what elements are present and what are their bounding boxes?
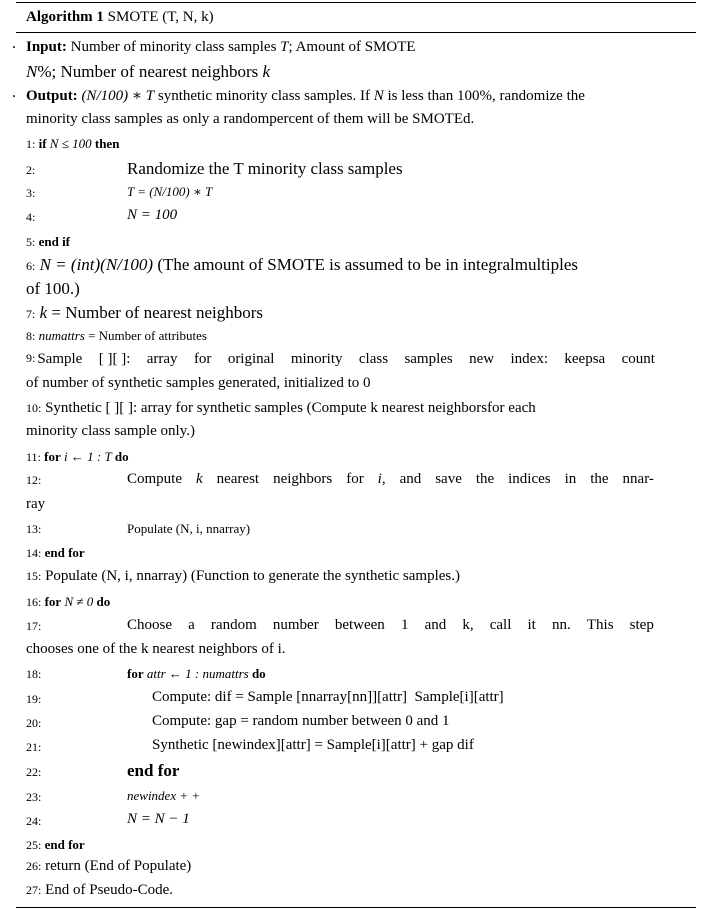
step-10-cont: minority class sample only.) [26,423,195,439]
step-6: 6: N = (int)(N/100) (The amount of SMOTE is assumed to be in integralmultiples [26,255,578,274]
step-21-num: 21: [26,740,42,754]
step-8: 8: numattrs = Number of attributes [26,328,207,343]
step-27: 27: End of Pseudo-Code. [26,882,173,898]
step-4: N = 100 [127,207,178,223]
step-2-num: 2: [26,163,36,177]
step-17-cont: chooses one of the k nearest neighbors of i. [26,641,286,657]
step-3-num: 3: [26,186,36,200]
step-26: 26: return (End of Populate) [26,858,192,874]
top-rule [16,2,696,3]
step-10: 10: Synthetic [ ][ ]: array for synthetic samples (Compute k nearest neighborsfor each [26,400,536,416]
step-13: Populate (N, i, nnarray) [127,521,251,536]
header-rule [16,32,696,33]
step-14: 14: end for [26,545,85,560]
algorithm-header [26,10,214,25]
step-6-cont: of 100.) [26,279,80,298]
step-19-num: 19: [26,692,42,706]
step-22: end for [127,761,180,780]
step-13-num: 13: [26,522,42,536]
step-12: Compute k nearest neighbors for i, and save the indices in the nnar- [127,471,654,487]
output-line-1: Output: (N/100) ∗ T synthetic minority class samples. If N is less than 100%, randomize the [26,88,585,104]
step-3: T = (N/100) ∗ T [127,184,213,199]
step-19: Compute: dif = Sample [nnarray[nn]][attr] Sample[i][attr] [152,689,504,705]
step-11: 11: for i ← 1 : T do [26,449,129,464]
input-label: Input: [26,39,67,55]
step-23-num: 23: [26,790,42,804]
step-23: newindex + + [127,788,201,803]
step-5: 5: end if [26,234,71,249]
step-9: 9: Sample [ ][ ]: array for original minority class samples new index: keepsa count [26,351,655,367]
step-12-num: 12: [26,473,42,487]
step-20-num: 20: [26,716,42,730]
step-7: 7: k = Number of nearest neighbors [26,303,264,322]
input-bullet: · [12,40,17,54]
step-2: Randomize the T minority class samples [127,159,403,178]
step-15: 15: Populate (N, i, nnarray) (Function to generate the synthetic samples.) [26,568,460,584]
step-1: 1: if N ≤ 100 then [26,136,120,151]
step-12-cont: ray [26,496,46,512]
step-16: 16: for N ≠ 0 do [26,594,111,609]
output-bullet: · [12,89,17,103]
output-line-2: minority class samples as only a randompercent of them will be SMOTEd. [26,111,475,127]
step-22-num: 22: [26,765,42,779]
step-9-cont: of number of synthetic samples generated, initialized to 0 [26,375,371,391]
step-25: 25: end for [26,837,85,852]
bottom-rule [16,907,696,908]
step-21: Synthetic [newindex][attr] = Sample[i][attr] + gap dif [152,737,474,753]
input-line-2: N%; Number of nearest neighbors k [26,62,271,81]
step-4-num: 4: [26,210,36,224]
step-17-num: 17: [26,619,42,633]
algorithm-label: Algorithm 1 [26,9,104,25]
step-20: Compute: gap = random number between 0 and 1 [152,713,450,729]
step-24-num: 24: [26,814,42,828]
step-17: Choose a random number between 1 and k, call it nn. This step [127,617,654,633]
step-18-num: 18: [26,667,42,681]
algorithm-title: SMOTE (T, N, k) [107,9,214,25]
output-label: Output: [26,88,78,104]
step-18: for attr ← 1 : numattrs do [127,666,266,681]
step-24: N = N − 1 [127,811,190,827]
input-line-1: Input: Number of minority class samples T; Amount of SMOTE [26,39,416,55]
